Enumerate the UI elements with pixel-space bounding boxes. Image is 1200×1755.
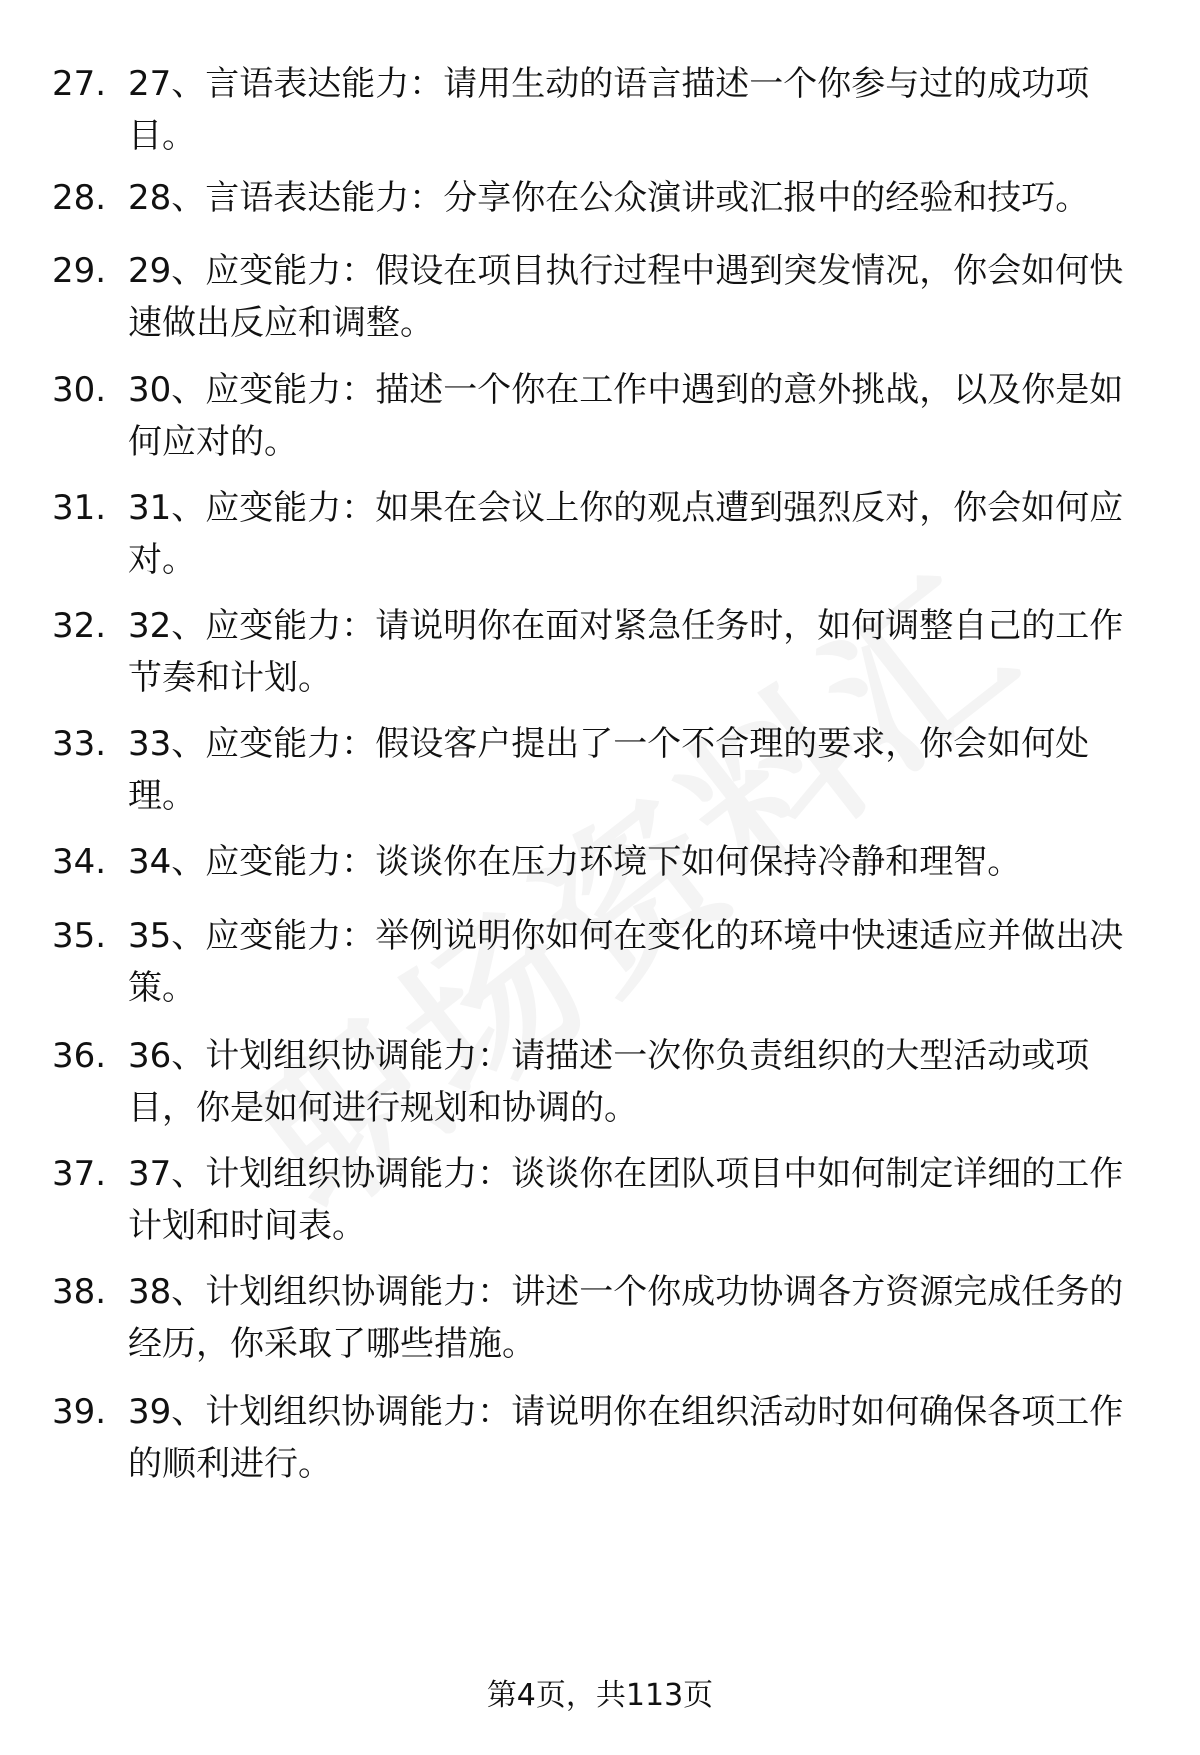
item-text: 39、计划组织协调能力：请说明你在组织活动时如何确保各项工作的顺利进行。 bbox=[128, 1392, 1124, 1484]
item-text: 30、应变能力：描述一个你在工作中遇到的意外挑战，以及你是如何应对的。 bbox=[128, 370, 1124, 462]
item-number: 31. bbox=[52, 488, 107, 528]
item-number: 33. bbox=[52, 724, 107, 764]
item-text: 33、应变能力：假设客户提出了一个不合理的要求，你会如何处理。 bbox=[128, 724, 1090, 816]
item-text: 32、应变能力：请说明你在面对紧急任务时，如何调整自己的工作节奏和计划。 bbox=[128, 606, 1124, 698]
item-text: 37、计划组织协调能力：谈谈你在团队项目中如何制定详细的工作计划和时间表。 bbox=[128, 1154, 1124, 1246]
item-number: 28. bbox=[52, 178, 107, 218]
item-text: 27、言语表达能力：请用生动的语言描述一个你参与过的成功项目。 bbox=[128, 64, 1090, 156]
item-text: 35、应变能力：举例说明你如何在变化的环境中快速适应并做出决策。 bbox=[128, 916, 1124, 1008]
item-number: 34. bbox=[52, 842, 107, 882]
item-number: 27. bbox=[52, 64, 107, 104]
item-number: 35. bbox=[52, 916, 107, 956]
item-text: 28、言语表达能力：分享你在公众演讲或汇报中的经验和技巧。 bbox=[128, 178, 1090, 218]
item-number: 37. bbox=[52, 1154, 107, 1194]
item-text: 36、计划组织协调能力：请描述一次你负责组织的大型活动或项目，你是如何进行规划和协调的。 bbox=[128, 1036, 1090, 1128]
item-text: 38、计划组织协调能力：讲述一个你成功协调各方资源完成任务的经历，你采取了哪些措施。 bbox=[128, 1272, 1124, 1364]
item-text: 34、应变能力：谈谈你在压力环境下如何保持冷静和理智。 bbox=[128, 842, 1022, 882]
item-number: 38. bbox=[52, 1272, 107, 1312]
item-number: 39. bbox=[52, 1392, 107, 1432]
item-text: 31、应变能力：如果在会议上你的观点遭到强烈反对，你会如何应对。 bbox=[128, 488, 1124, 580]
item-number: 30. bbox=[52, 370, 107, 410]
item-number: 32. bbox=[52, 606, 107, 646]
item-text: 29、应变能力：假设在项目执行过程中遇到突发情况，你会如何快速做出反应和调整。 bbox=[128, 251, 1124, 343]
item-number: 36. bbox=[52, 1036, 107, 1076]
page-footer: 第4页，共113页 bbox=[486, 1678, 714, 1713]
item-number: 29. bbox=[52, 251, 107, 291]
